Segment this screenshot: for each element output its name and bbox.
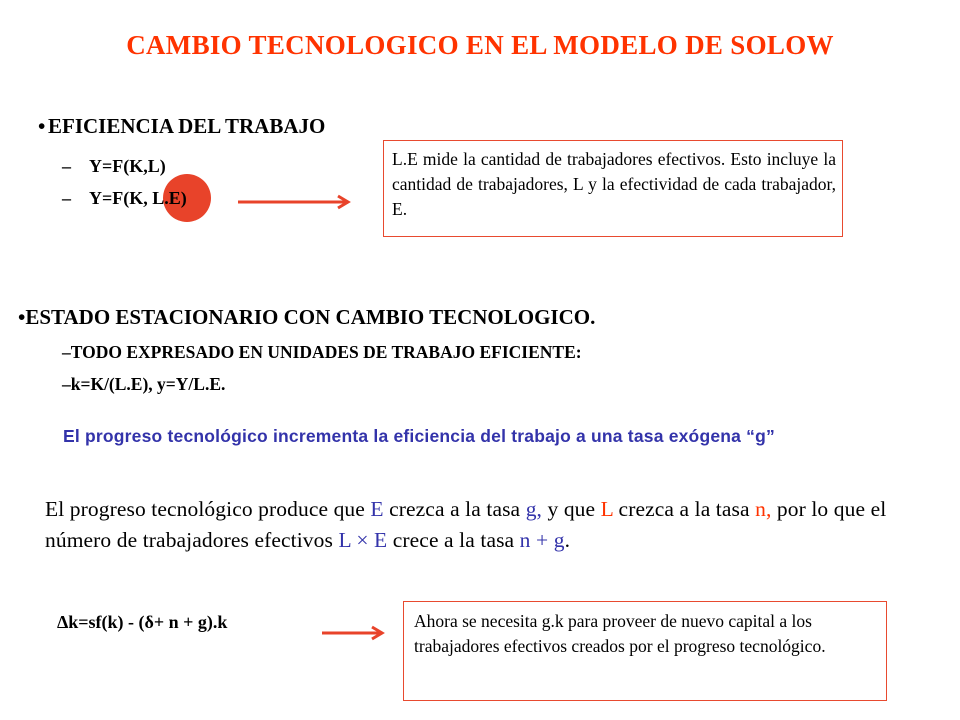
para-var-LxE: L × E — [338, 528, 388, 552]
para-var-L: L — [600, 497, 614, 521]
equation-2-text: Y=F(K, L.E) — [89, 188, 187, 208]
equation-item-1 — [62, 156, 166, 177]
para-text: . — [564, 528, 571, 552]
para-var-E: E — [370, 497, 384, 521]
para-var-n-plus-g: n + g — [519, 528, 565, 552]
dash-marker: – — [62, 156, 71, 176]
dash-marker: – — [62, 188, 71, 208]
para-text: y que — [542, 497, 601, 521]
para-text: crezca a la tasa — [383, 497, 526, 521]
arrow-right-icon — [238, 192, 358, 212]
slide-title: CAMBIO TECNOLOGICO EN EL MODELO DE SOLOW — [126, 30, 834, 60]
explanation-paragraph — [45, 494, 925, 556]
para-text: crezca a la tasa — [613, 497, 756, 521]
explanation-box-efficiency: L.E mide la cantidad de trabajadores efectivos. Esto incluye la cantidad de trabajadores, L y la efectividad de cada trabajador, E. — [383, 140, 843, 237]
section1-heading-text: EFICIENCIA DEL TRABAJO — [48, 114, 326, 138]
equation-1-text: Y=F(K,L) — [89, 156, 166, 176]
section2-item-2: –k=K/(L.E), y=Y/L.E. — [62, 374, 226, 394]
arrow-right-icon — [322, 623, 392, 643]
section2-heading: •ESTADO ESTACIONARIO CON CAMBIO TECNOLOGICO. — [18, 305, 596, 329]
para-text: El progreso tecnológico produce que — [45, 497, 371, 521]
para-text: crece a la tasa — [387, 528, 520, 552]
section2-item-1: –TODO EXPRESADO EN UNIDADES DE TRABAJO EFICIENTE: — [62, 342, 582, 362]
capital-accumulation-formula: Δk=sf(k) - (δ+ n + g).k — [57, 612, 228, 632]
equation-item-2 — [62, 188, 187, 209]
para-var-n: n, — [755, 497, 772, 521]
highlight-statement: El progreso tecnológico incrementa la eficiencia del trabajo a una tasa exógena “g” — [63, 426, 775, 446]
bullet-dot: • — [38, 114, 46, 138]
para-text: por lo que el número de trabajadores efectivos — [45, 497, 887, 552]
para-var-g: g, — [525, 497, 543, 521]
explanation-box-gk: Ahora se necesita g.k para proveer de nuevo capital a los trabajadores efectivos creados por el progreso tecnológico. — [403, 601, 887, 701]
